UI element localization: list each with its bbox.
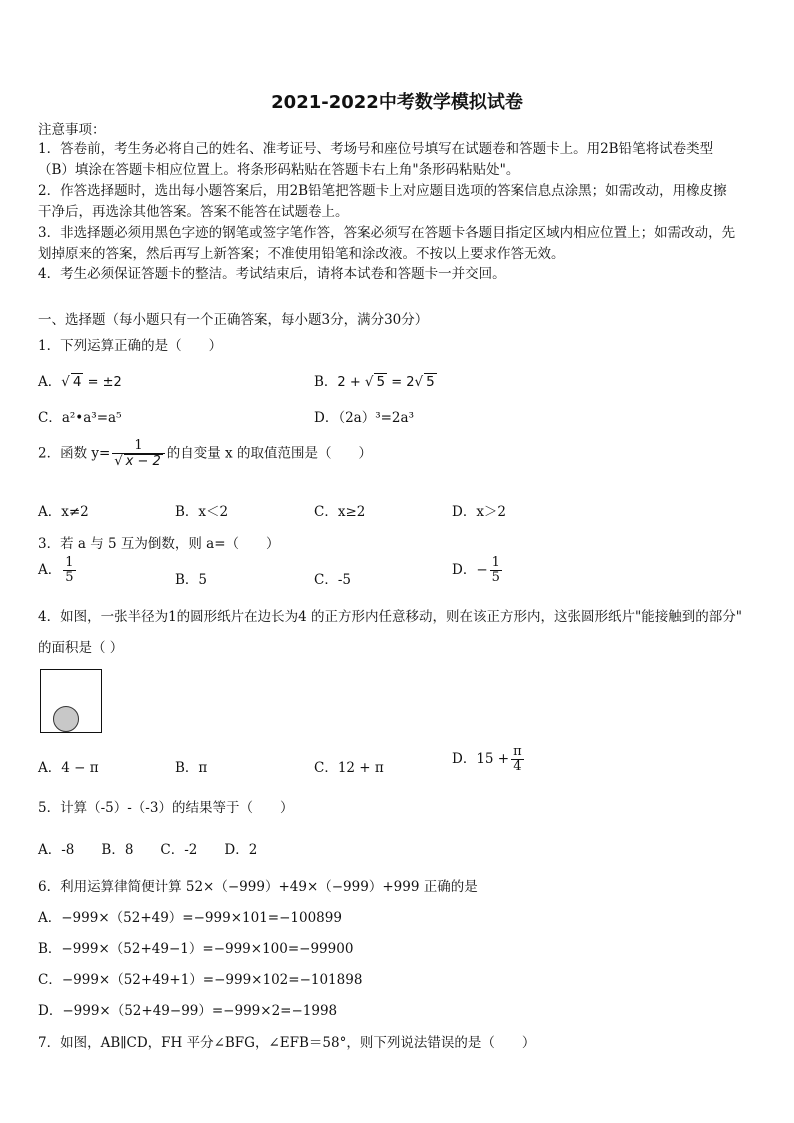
q4-option-b: B．π <box>175 760 208 776</box>
notice-line: 4．考生必须保证答题卡的整洁。考试结束后，请将本试卷和答题卡一并交回。 <box>38 266 506 282</box>
q2-option-a: A．x≠2 <box>38 504 89 520</box>
q4-option-a: A．4 − π <box>38 760 99 776</box>
circle-figure <box>53 706 79 732</box>
notice-line: 2．作答选择题时，选出每小题答案后，用2B铅笔把答题卡上对应题目选项的答案信息点涂黑；如需改动，用橡皮擦 <box>38 183 727 199</box>
q1-option-a: A．√ 4 = ±2 <box>38 374 122 390</box>
q6-option-b: B．−999×（52+49−1）=−999×100=−99900 <box>38 941 354 957</box>
page-title: 2021-2022中考数学模拟试卷 <box>271 92 523 113</box>
question-6-stem: 6．利用运算律简便计算 52×（−999）+49×（−999）+999 正确的是 <box>38 879 478 895</box>
q4-option-d: D．15 + $\frac{\pi}{4}$ <box>452 744 522 774</box>
notice-line: 1．答卷前，考生务必将自己的姓名、准考证号、考场号和座位号填写在试题卷和答题卡上。用2B铅笔将试卷类型 <box>38 141 714 157</box>
notice-line: 干净后，再选涂其他答案。答案不能答在试题卷上。 <box>38 204 349 220</box>
q1-option-d: D．（2a）³=2a³ <box>314 410 414 426</box>
question-2-stem: 2．函数 y= $\frac{1}{√ x - 2}$ 的自变量 x 的取值范围是（ ） <box>38 438 372 469</box>
q3-option-d: D．− $\frac{1}{5}$ <box>452 555 500 585</box>
q6-option-a: A．−999×（52+49）=−999×101=−100899 <box>38 910 342 926</box>
q4-option-c: C．12 + π <box>314 760 384 776</box>
question-7-stem: 7．如图，AB∥CD，FH 平分∠BFG，∠EFB＝58°，则下列说法错误的是（ ） <box>38 1035 536 1051</box>
q1-option-b: B．2 + √ 5 = 2√ 5 <box>314 374 435 390</box>
q3-option-c: C．-5 <box>314 572 351 588</box>
notice-line: 3．非选择题必须用黑色字迹的钢笔或签字笔作答，答案必须写在答题卡各题目指定区域内相应位置上；如需改动，先 <box>38 225 736 241</box>
square-figure <box>40 669 102 733</box>
q3-option-b: B．5 <box>175 572 208 588</box>
question-5-stem: 5．计算（-5）-（-3）的结果等于（ ） <box>38 800 294 816</box>
q2-option-c: C．x≥2 <box>314 504 366 520</box>
q6-option-c: C．−999×（52+49+1）=−999×102=−101898 <box>38 972 363 988</box>
question-3-stem: 3．若 a 与 5 互为倒数，则 a=（ ） <box>38 536 280 552</box>
q2-option-d: D．x＞2 <box>452 504 507 520</box>
q5-options: A．-8 B．8 C．-2 D．2 <box>38 842 258 858</box>
question-4-line2: 的面积是（ ） <box>38 640 124 656</box>
q2-option-b: B．x＜2 <box>175 504 229 520</box>
q3-option-a: A． $\frac{1}{5}$ <box>38 555 74 585</box>
question-4-line1: 4．如图，一张半径为1的圆形纸片在边长为4 的正方形内任意移动，则在该正方形内，这张圆形纸片"能接触到的部分" <box>38 609 742 625</box>
notice-heading: 注意事项： <box>38 122 106 138</box>
question-1-stem: 1．下列运算正确的是（ ） <box>38 338 223 354</box>
q1-option-c: C．a²•a³=a⁵ <box>38 410 122 426</box>
q6-option-d: D．−999×（52+49−99）=−999×2=−1998 <box>38 1003 338 1019</box>
section-heading: 一、选择题（每小题只有一个正确答案，每小题3分，满分30分） <box>38 312 429 328</box>
notice-line: 划掉原来的答案，然后再写上新答案；不准使用铅笔和涂改液。不按以上要求作答无效。 <box>38 246 565 262</box>
notice-line: （B）填涂在答题卡相应位置上。将条形码粘贴在答题卡右上角"条形码粘贴处"。 <box>38 162 520 178</box>
